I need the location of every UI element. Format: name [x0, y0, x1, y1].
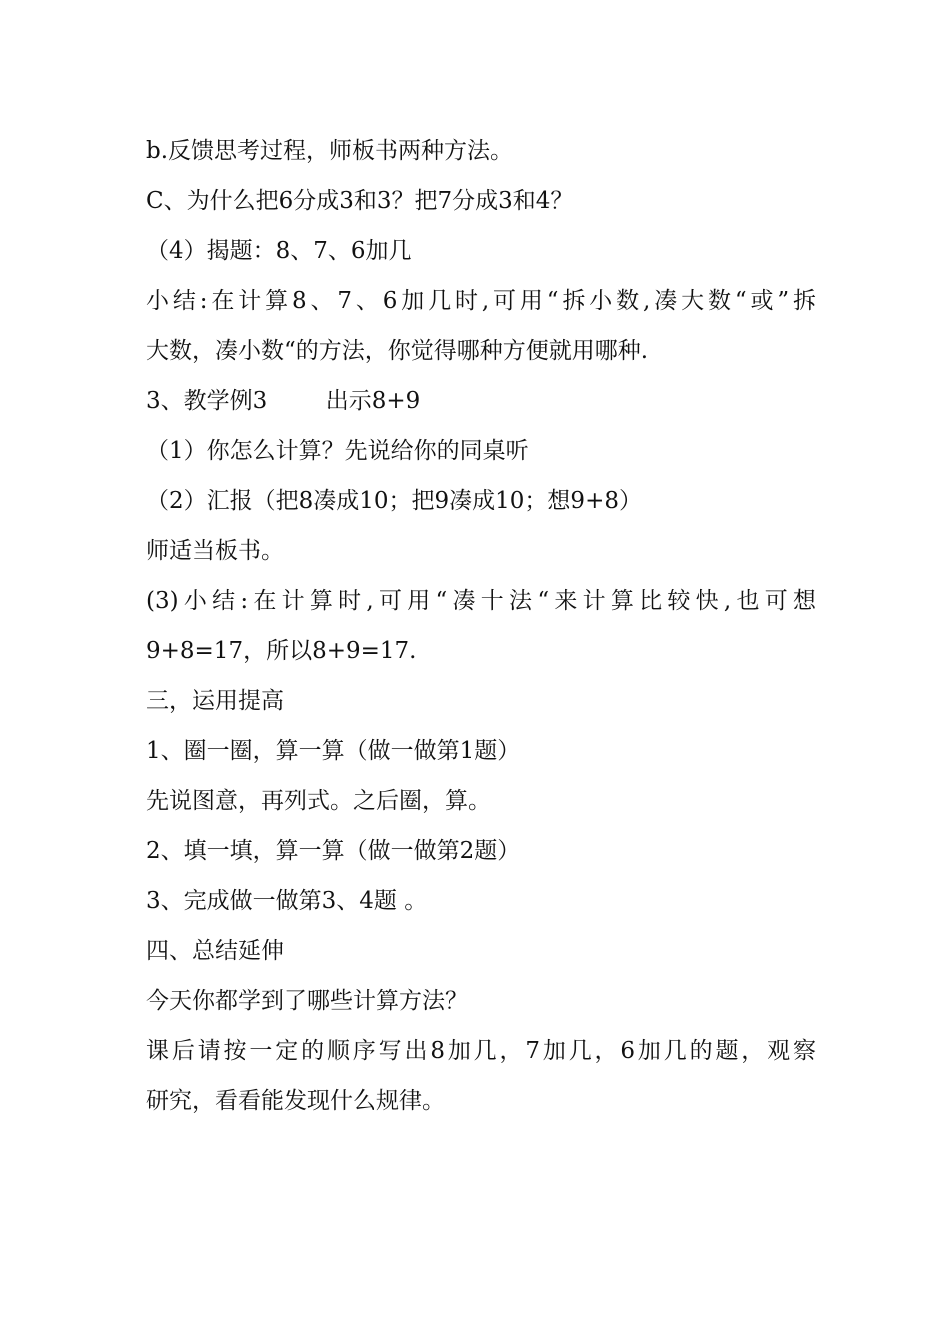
paragraph-example-3-heading: 3、教学例3 出示8+9	[146, 388, 421, 414]
section-heading-summary: 四、总结延伸	[146, 938, 284, 964]
document-body	[146, 126, 816, 1126]
paragraph-summary-1-line-1: 小结:在计算8、7、6加几时,可用“拆小数,凑大数“或”拆	[146, 288, 816, 314]
paragraph-report: （2）汇报（把8凑成10；把9凑成10；想9+8）	[146, 488, 642, 514]
paragraph-feedback-method: b.反馈思考过程，师板书两种方法。	[146, 138, 514, 164]
paragraph-exercise-3: 3、完成做一做第3、4题 。	[146, 888, 428, 914]
paragraph-summary-2-line-1: (3)小结:在计算时,可用“凑十法“来计算比较快,也可想	[146, 588, 816, 614]
paragraph-summary-2-line-2: 9+8=17，所以8+9=17.	[146, 638, 417, 664]
paragraph-homework-line-1: 课后请按一定的顺序写出8加几，7加几，6加几的题，观察	[146, 1038, 816, 1064]
paragraph-how-to-calculate: （1）你怎么计算？先说给你的同桌听	[146, 438, 529, 464]
paragraph-board-writing: 师适当板书。	[146, 538, 284, 564]
paragraph-why-split-question: C、为什么把6分成3和3？把7分成3和4？	[146, 188, 574, 214]
paragraph-exercise-1: 1、圈一圈，算一算（做一做第1题）	[146, 738, 521, 764]
paragraph-homework-line-2: 研究，看看能发现什么规律。	[146, 1088, 445, 1114]
paragraph-summary-1-line-2: 大数，凑小数“的方法，你觉得哪种方便就用哪种.	[146, 338, 649, 364]
paragraph-exercise-1-detail: 先说图意，再列式。之后圈，算。	[146, 788, 491, 814]
paragraph-reveal-topic: （4）揭题：8、7、6加几	[146, 238, 412, 264]
paragraph-what-learned: 今天你都学到了哪些计算方法？	[146, 988, 468, 1014]
paragraph-exercise-2: 2、填一填，算一算（做一做第2题）	[146, 838, 521, 864]
section-heading-apply: 三，运用提高	[146, 688, 284, 714]
